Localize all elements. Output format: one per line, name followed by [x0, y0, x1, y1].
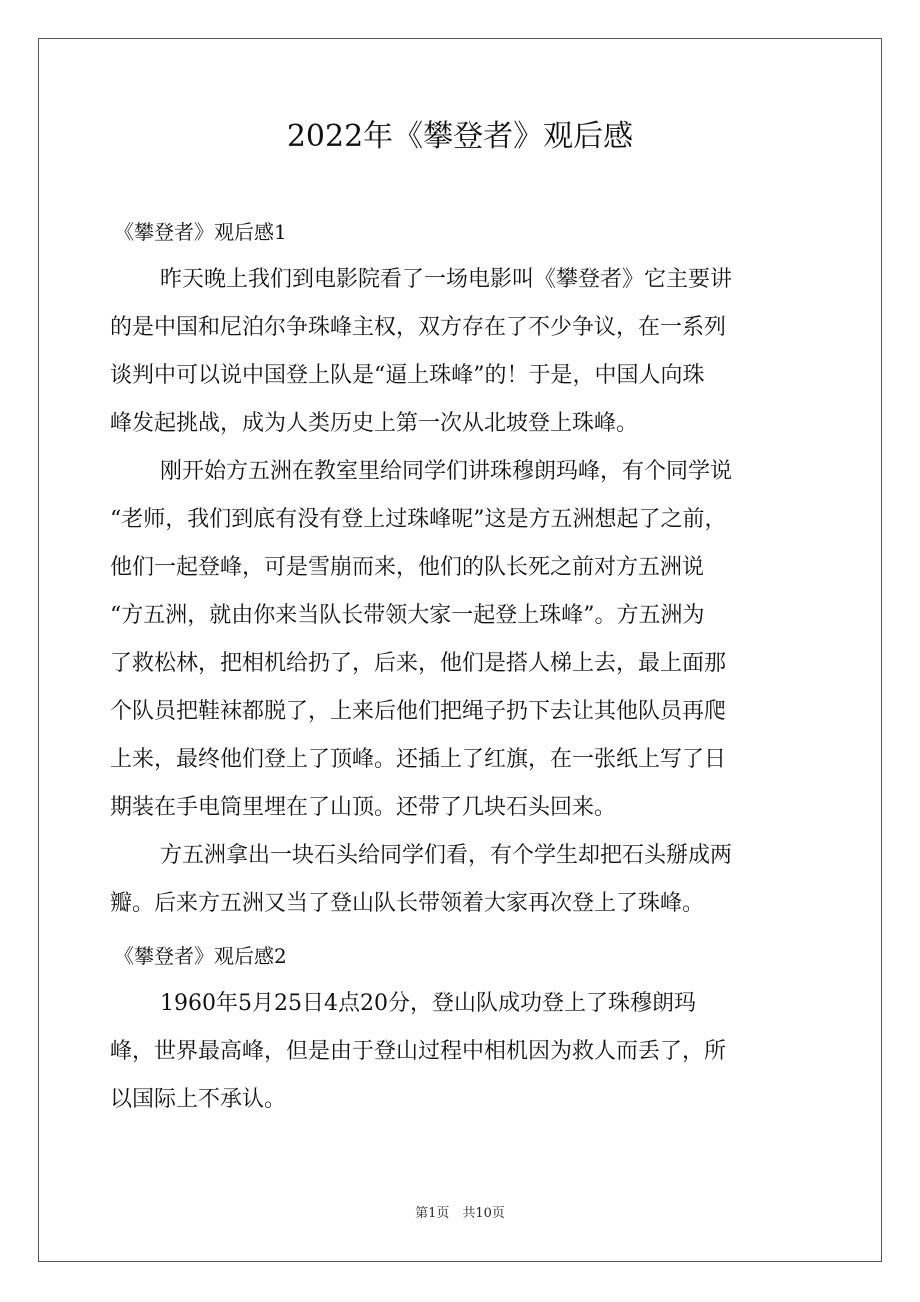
paragraph-line: 个队员把鞋袜都脱了，上来后他们把绳子扔下去让其他队员再爬 — [110, 699, 727, 724]
paragraph-line: 期装在手电筒里埋在了山顶。还带了几块石头回来。 — [110, 795, 617, 820]
paragraph-line: 1960年5月25日4点20分，登山队成功登上了珠穆朗玛 — [160, 991, 696, 1016]
paragraph-line: 刚开始方五洲在教室里给同学们讲珠穆朗玛峰，有个同学说 — [160, 459, 733, 484]
paragraph-line: 上来，最终他们登上了顶峰。还插上了红旗，在一张纸上写了日 — [110, 747, 727, 772]
paragraph-line: 他们一起登峰，可是雪崩而来，他们的队长死之前对方五洲说 — [110, 555, 705, 580]
paragraph-line: “方五洲，就由你来当队长带领大家一起登上珠峰”。方五洲为 — [110, 603, 705, 628]
paragraph-line: 以国际上不承认。 — [110, 1087, 287, 1112]
paragraph-line: 谈判中可以说中国登上队是“逼上珠峰”的！于是，中国人向珠 — [110, 363, 705, 388]
paragraph-line: 峰，世界最高峰，但是由于登山过程中相机因为救人而丢了，所 — [110, 1039, 727, 1064]
section-heading-2: 《攀登者》观后感2 — [114, 944, 287, 968]
section-heading-1: 《攀登者》观后感1 — [114, 220, 287, 244]
paragraph-line: 了救松林，把相机给扔了，后来，他们是搭人梯上去，最上面那 — [110, 651, 727, 676]
paragraph-line: 峰发起挑战，成为人类历史上第一次从北坡登上珠峰。 — [110, 411, 639, 436]
paragraph-line: 的是中国和尼泊尔争珠峰主权，双方存在了不少争议，在一系列 — [110, 315, 727, 340]
paragraph-line: 昨天晚上我们到电影院看了一场电影叫《攀登者》它主要讲 — [160, 267, 733, 292]
paragraph-line: 方五洲拿出一块石头给同学们看，有个学生却把石头掰成两 — [160, 843, 733, 868]
document-title: 2022年《攀登者》观后感 — [286, 119, 634, 154]
paragraph-line: 瓣。后来方五洲又当了登山队长带领着大家再次登上了珠峰。 — [110, 891, 705, 916]
paragraph-line: “老师，我们到底有没有登上过珠峰呢”这是方五洲想起了之前， — [110, 507, 727, 532]
page-footer: 第1页 共10页 — [415, 1206, 505, 1221]
